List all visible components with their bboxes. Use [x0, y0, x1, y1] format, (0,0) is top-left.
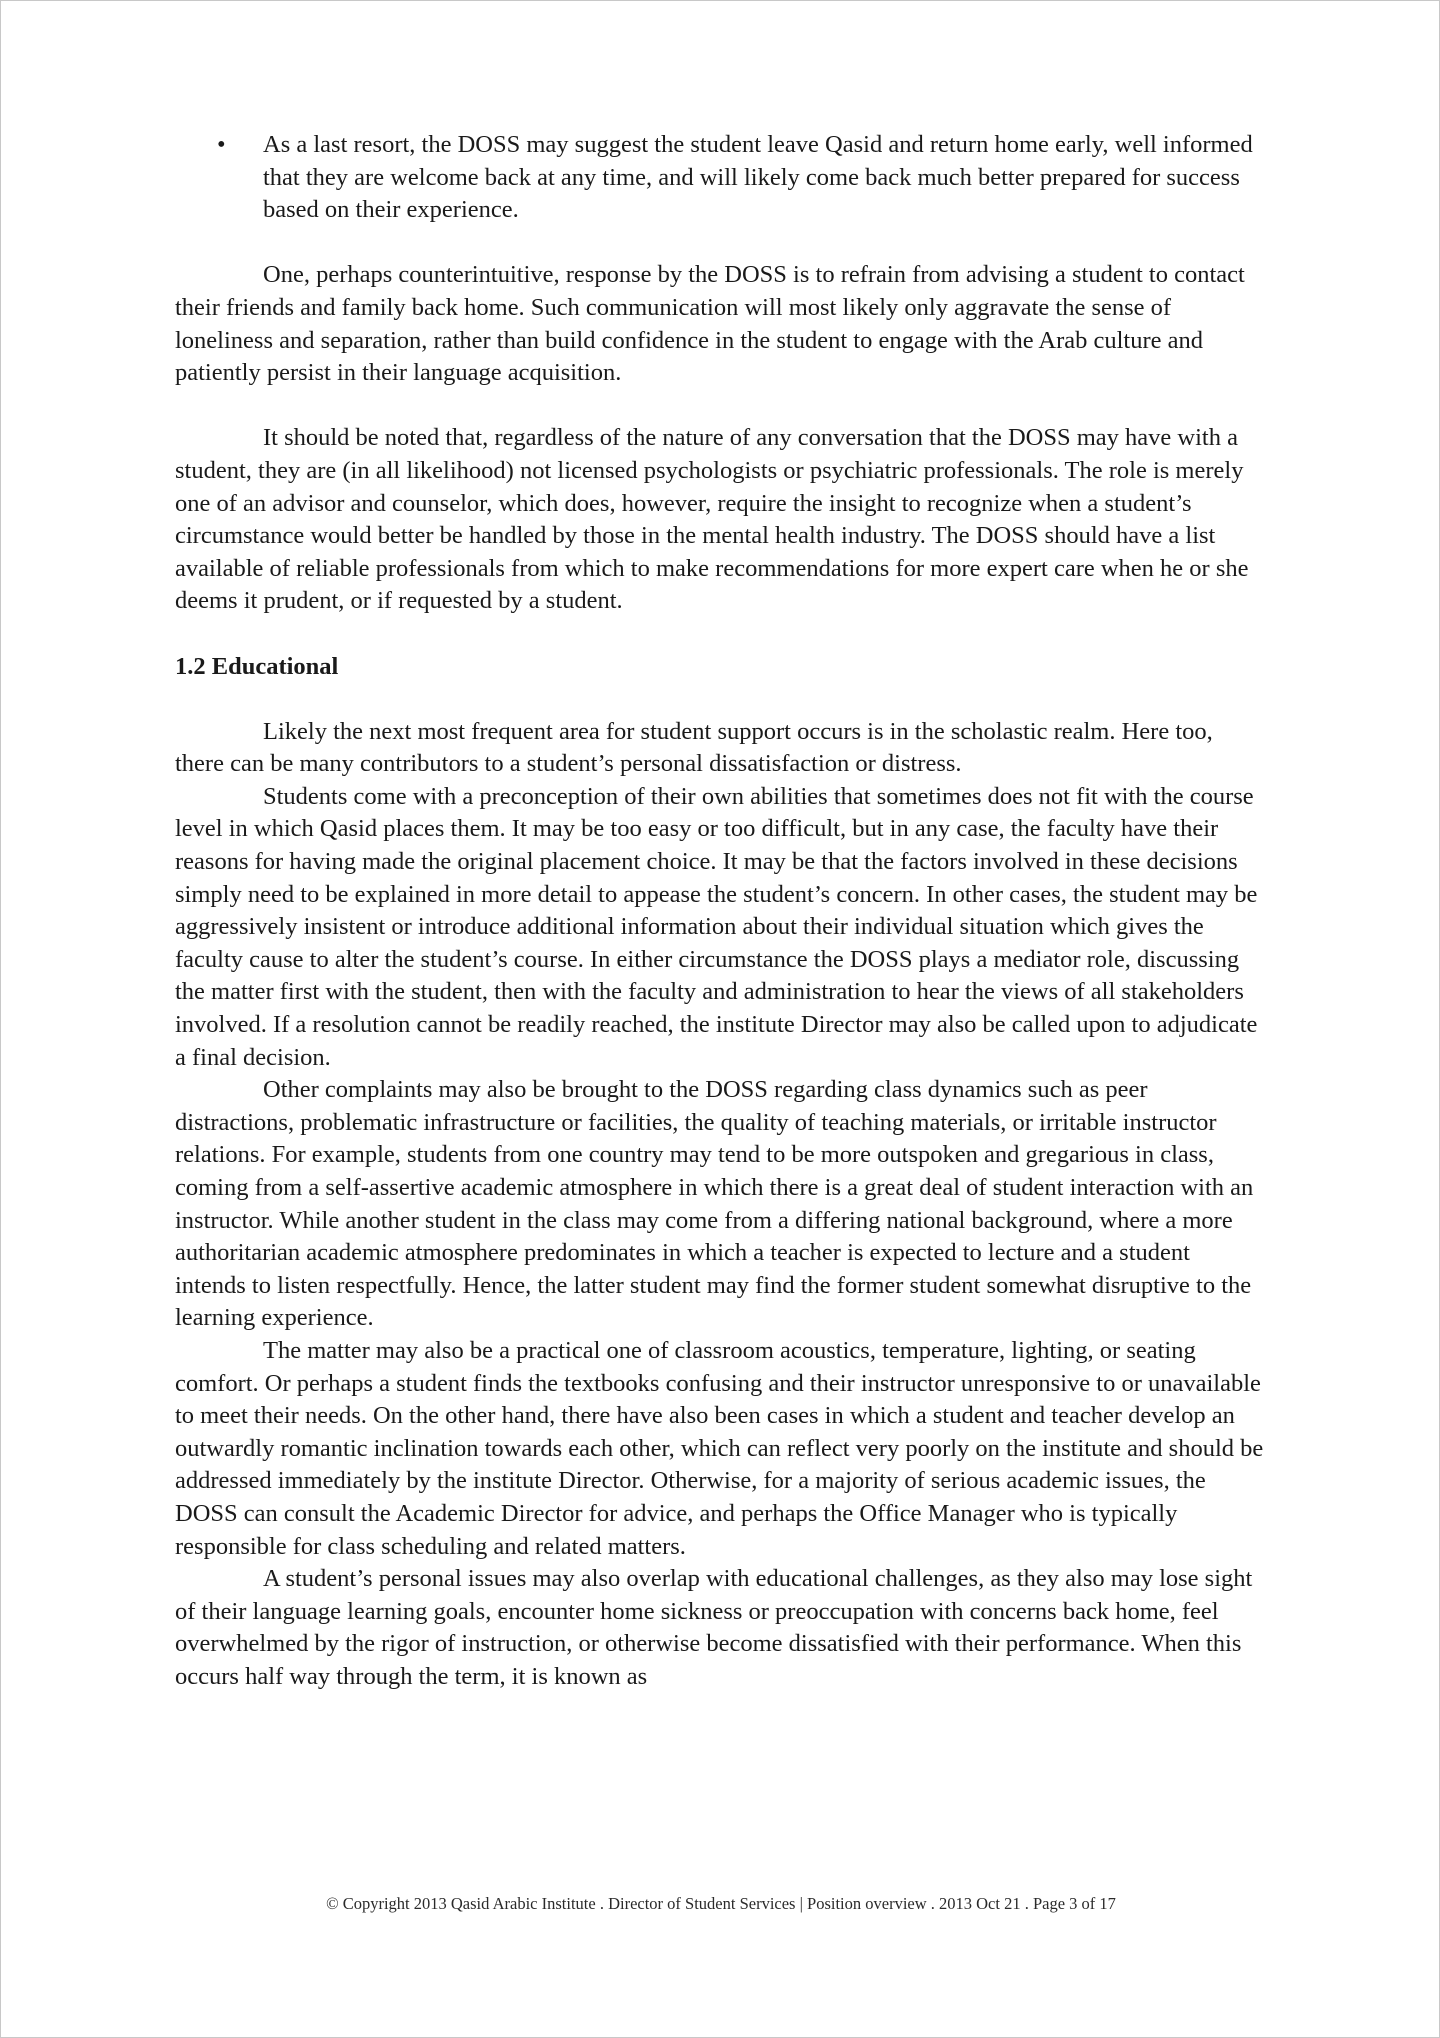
paragraph-counterintuitive-response: One, perhaps counterintuitive, response by the DOSS is to refrain from advising a student to contact their friends and family back home. Such communication will most likely only aggravate the sense of loneliness and separation, rather than build confidence in the student to engage with the Arab culture and patiently persist in their language acquisition. [175, 261, 1245, 387]
paragraph-practical-matters: The matter may also be a practical one of classroom acoustics, temperature, lighting, or seating comfort. Or perhaps a student finds the textbooks confusing and their instructor unresponsive to or unavailable to meet their needs. On the other hand, there have also been cases in which a student and teacher develop an outwardly romantic inclination towards each other, which can reflect very poorly on the institute and should be addressed immediately by the institute Director. Otherwise, for a majority of serious academic issues, the DOSS can consult the Academic Director for advice, and perhaps the Office Manager who is typically responsible for class scheduling and related matters. [175, 1336, 1264, 1560]
paragraph-course-level: Students come with a preconception of their own abilities that sometimes does not fit with the course level in which Qasid places them. It may be too easy or too difficult, but in any case, the faculty have their reasons for having made the original placement choice. It may be that the factors involved in these decisions simply need to be explained in more detail to appease the student’s concern. In other cases, the student may be aggressively insistent or introduce additional information about their individual situation which gives the faculty cause to alter the student’s course. In either circumstance the DOSS plays a mediator role, discussing the matter first with the student, then with the faculty and administration to hear the views of all stakeholders involved. If a resolution cannot be readily reached, the institute Director may also be called upon to adjudicate a final decision. [175, 782, 1258, 1071]
page-body [175, 129, 1265, 1694]
paragraph-not-licensed-professionals: It should be noted that, regardless of the nature of any conversation that the DOSS may have with a student, they are (in all likelihood) not licensed psychologists or psychiatric professionals. The role is merely one of an advisor and counselor, which does, however, require the insight to recognize when a student’s circumstance would better be handled by those in the mental health industry. The DOSS should have a list available of reliable professionals from which to make recommendations for more expert care when he or she deems it prudent, or if requested by a student. [175, 424, 1249, 615]
bullet-text: As a last resort, the DOSS may suggest the student leave Qasid and return home early, well informed that they are welcome back at any time, and will likely come back much better prepared for success based on their experience. [263, 131, 1253, 224]
bullet-item [175, 129, 1265, 227]
bullet-dot-icon: • [217, 131, 226, 158]
page-footer: © Copyright 2013 Qasid Arabic Institute . Director of Student Services | Position overview . 2013 Oct 21 . Page 3 of 17 [326, 1894, 1116, 1913]
paragraph-class-dynamics: Other complaints may also be brought to the DOSS regarding class dynamics such as peer distractions, problematic infrastructure or facilities, the quality of teaching materials, or irritable instructor relations. For example, students from one country may tend to be more outspoken and gregarious in class, coming from a self-assertive academic atmosphere in which there is a great deal of student interaction with an instructor. While another student in the class may come from a differing national background, where a more authoritarian academic atmosphere predominates in which a teacher is expected to lecture and a student intends to listen respectfully. Hence, the latter student may find the former student somewhat disruptive to the learning experience. [175, 1076, 1254, 1332]
paragraph-scholastic-realm: Likely the next most frequent area for student support occurs is in the scholastic realm. Here too, there can be many contributors to a student’s personal dissatisfaction or distress. [175, 717, 1213, 778]
section-heading-educational: 1.2 Educational [175, 652, 339, 680]
paragraph-personal-overlap: A student’s personal issues may also overlap with educational challenges, as they also may lose sight of their language learning goals, encounter home sickness or preoccupation with concerns back home, feel overwhelmed by the rigor of instruction, or otherwise become dissatisfied with their performance. When this occurs half way through the term, it is known as [175, 1565, 1253, 1690]
